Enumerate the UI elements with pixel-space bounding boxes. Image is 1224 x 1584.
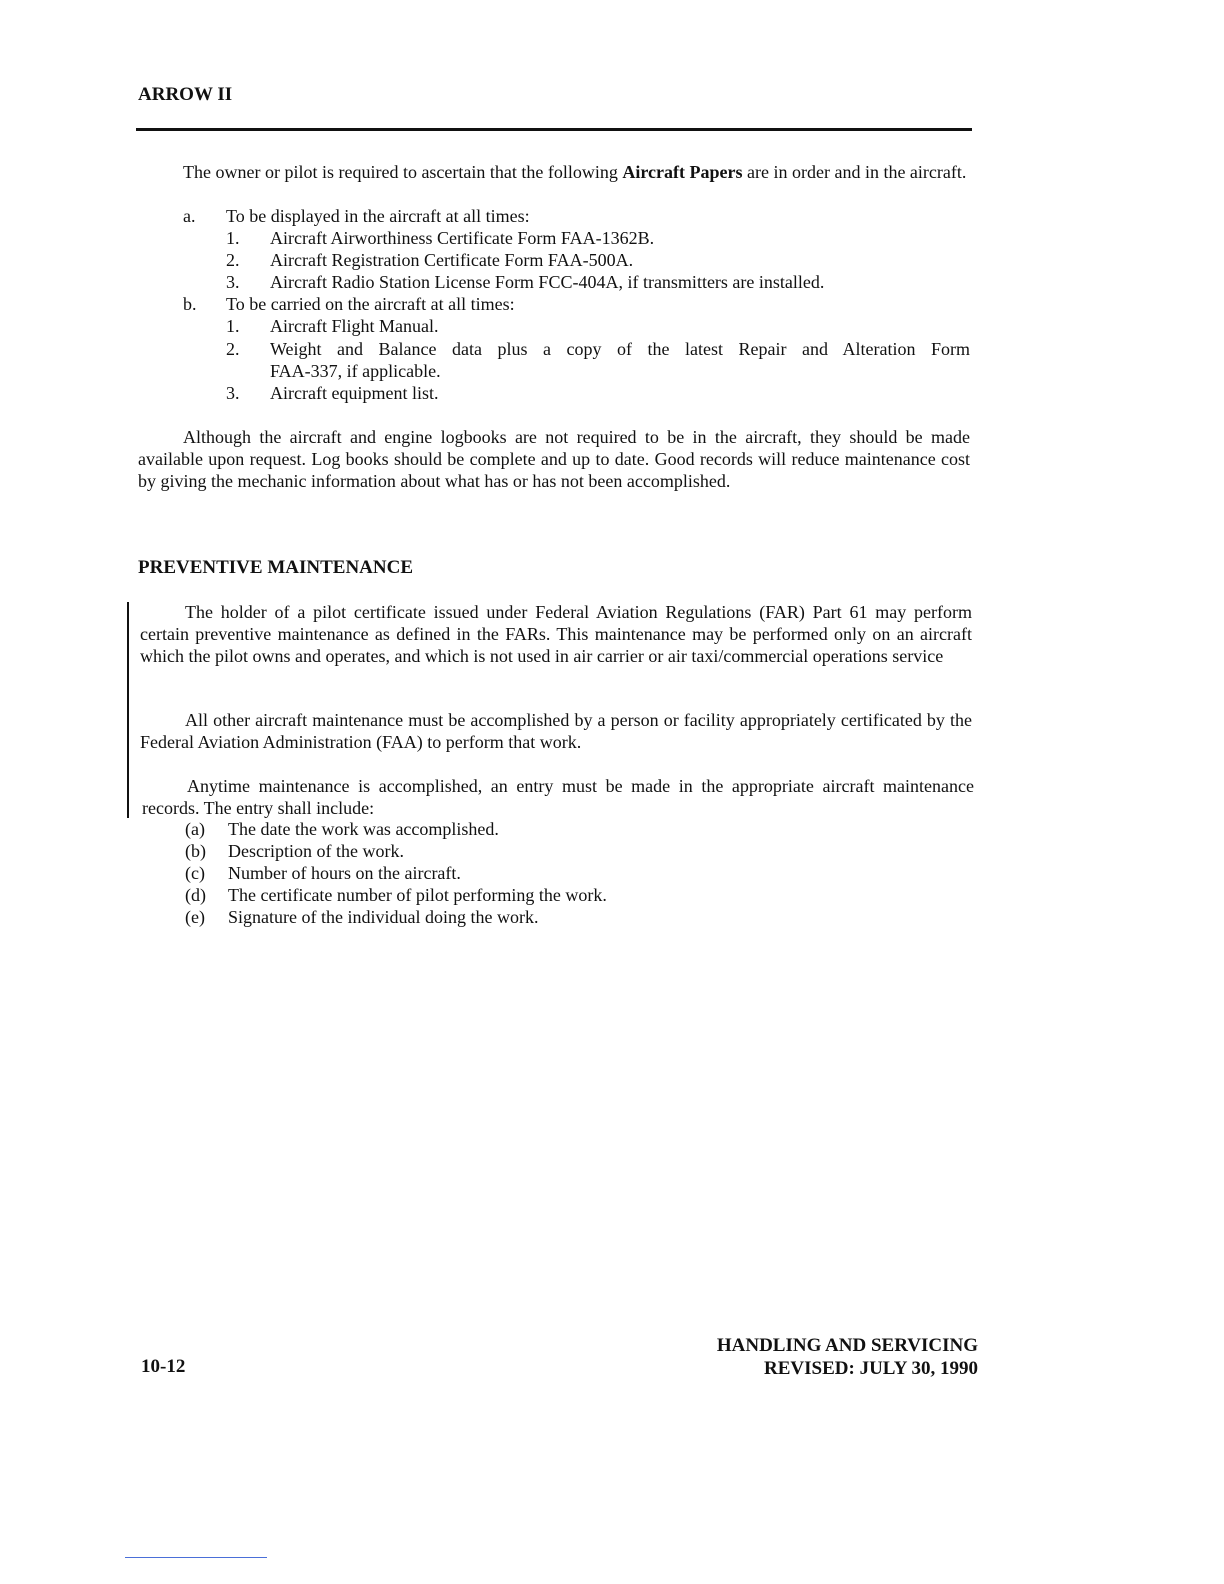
entry-marker: (b) bbox=[185, 841, 206, 861]
entry-marker: (e) bbox=[185, 907, 205, 927]
list-a-item-num: 3. bbox=[226, 272, 240, 292]
entry-text: Signature of the individual doing the work. bbox=[228, 907, 539, 927]
preventive-paragraph-1 bbox=[140, 601, 972, 667]
list-b-item-continuation: FAA-337, if applicable. bbox=[270, 361, 441, 381]
list-a-item-text: Aircraft Radio Station License Form FCC-404A, if transmitters are installed. bbox=[270, 272, 825, 292]
intro-text-before: The owner or pilot is required to ascertain that the following bbox=[183, 162, 623, 182]
list-b-item-text: Aircraft Flight Manual. bbox=[270, 316, 439, 336]
bottom-link-underline bbox=[125, 1557, 267, 1558]
list-b-item-num: 2. bbox=[226, 339, 240, 359]
entry-text: The certificate number of pilot performing the work. bbox=[228, 885, 607, 905]
entry-marker: (d) bbox=[185, 885, 206, 905]
intro-bold-term: Aircraft Papers bbox=[622, 162, 743, 182]
section-heading: PREVENTIVE MAINTENANCE bbox=[138, 557, 413, 578]
entry-text: Number of hours on the aircraft. bbox=[228, 863, 461, 883]
entry-marker: (a) bbox=[185, 819, 205, 839]
intro-paragraph bbox=[138, 161, 970, 183]
header-rule bbox=[136, 128, 972, 131]
list-a-label: To be displayed in the aircraft at all times: bbox=[226, 206, 530, 226]
list-b-item-text: Aircraft equipment list. bbox=[270, 383, 439, 403]
entry-text: The date the work was accomplished. bbox=[228, 819, 499, 839]
header-title: ARROW II bbox=[138, 84, 233, 105]
preventive-paragraph-3 bbox=[142, 775, 974, 819]
list-b-marker: b. bbox=[183, 294, 197, 314]
preventive-text-1: The holder of a pilot certificate issued under Federal Aviation Regulations (FAR) Part 61 may perform certain preventive maintenance as defined in the FARs. This maintenance may be performed only on an aircraft which the pilot owns and operates, and which is not used in air carrier or air taxi/commercial operations service bbox=[140, 602, 972, 666]
preventive-text-3: Anytime maintenance is accomplished, an entry must be made in the appropriate aircraft maintenance records. The entry shall include: bbox=[142, 776, 974, 818]
list-b-item-num: 1. bbox=[226, 316, 240, 336]
logbooks-text: Although the aircraft and engine logbooks are not required to be in the aircraft, they should be made available upon request. Log books should be complete and up to date. Good records will reduce maintenance cost by giving the mechanic information about what has or has not been accomplished. bbox=[138, 427, 970, 491]
list-a-item-text: Aircraft Airworthiness Certificate Form FAA-1362B. bbox=[270, 228, 655, 248]
footer-section-block bbox=[717, 1334, 978, 1380]
list-b-item-text: Weight and Balance data plus a copy of the latest Repair and Alteration Form bbox=[270, 339, 970, 359]
list-b-item-num: 3. bbox=[226, 383, 240, 403]
entry-marker: (c) bbox=[185, 863, 205, 883]
footer-section-title: HANDLING AND SERVICING bbox=[716, 1335, 978, 1356]
list-b-label: To be carried on the aircraft at all times: bbox=[226, 294, 515, 314]
footer-page-number: 10-12 bbox=[141, 1356, 186, 1377]
list-a-marker: a. bbox=[183, 206, 196, 226]
preventive-paragraph-2 bbox=[140, 709, 972, 753]
list-a-item-text: Aircraft Registration Certificate Form FAA-500A. bbox=[270, 250, 634, 270]
footer-revised-date: REVISED: JULY 30, 1990 bbox=[764, 1358, 978, 1379]
entry-text: Description of the work. bbox=[228, 841, 404, 861]
logbooks-paragraph bbox=[138, 426, 970, 492]
preventive-text-2: All other aircraft maintenance must be accomplished by a person or facility appropriately certificated by the Federal Aviation Administration (FAA) to perform that work. bbox=[140, 710, 972, 752]
list-a-item-num: 1. bbox=[226, 228, 240, 248]
revision-change-bar bbox=[127, 602, 129, 818]
list-a-item-num: 2. bbox=[226, 250, 240, 270]
intro-text-after: are in order and in the aircraft. bbox=[742, 162, 967, 182]
